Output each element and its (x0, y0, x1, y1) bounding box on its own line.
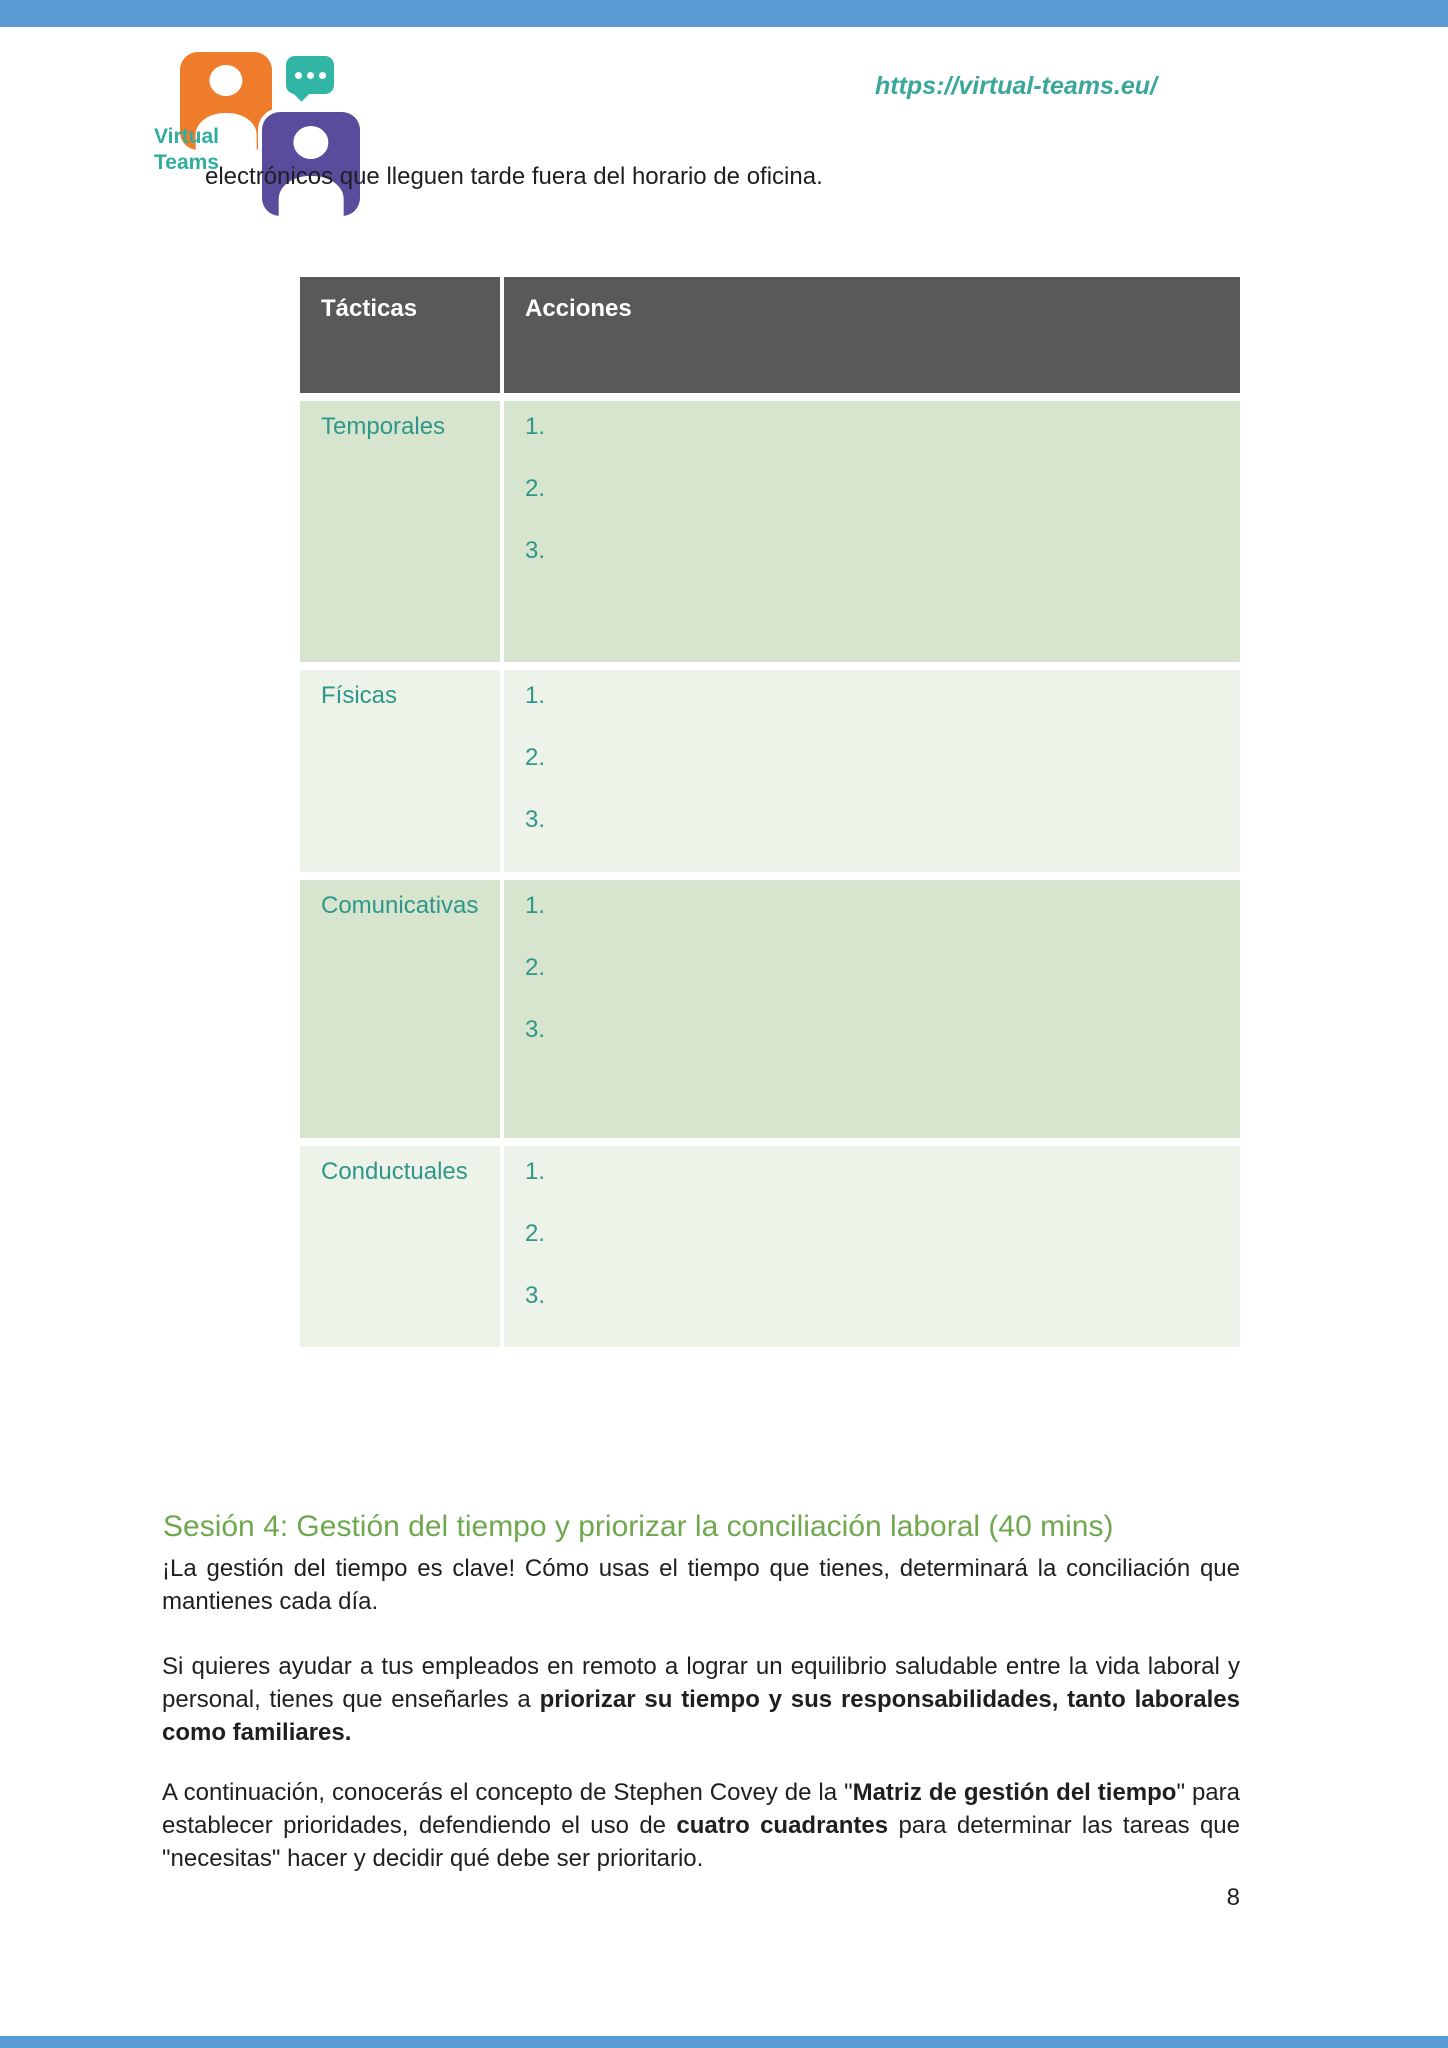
logo-word-virtual: Virtual (154, 125, 219, 148)
bubble-dot-icon (307, 72, 314, 79)
person-head-icon (293, 126, 328, 159)
action-number: 2. (525, 954, 546, 981)
action-number: 3. (525, 537, 546, 564)
page-number: 8 (1226, 1884, 1240, 1911)
text-run: ¡La gestión del tiempo es clave! Cómo usas el tiempo que tienes, determinará la conciliación que mantienes cada día. (162, 1555, 1240, 1615)
actions-cell (504, 401, 1240, 662)
tactic-label-cell: Físicas (300, 670, 500, 872)
table-row (300, 880, 1240, 1138)
action-number: 2. (525, 475, 546, 502)
bubble-dot-icon (319, 72, 326, 79)
virtual-teams-logo (150, 46, 410, 226)
table-row (300, 401, 1240, 662)
top-accent-bar (0, 0, 1448, 27)
tactic-label-cell: Temporales (300, 401, 500, 662)
action-number: 1. (525, 892, 546, 919)
text-run: " para establecer prioridades, defendiendo el uso de (162, 1779, 1240, 1839)
table-header-acciones: Acciones (504, 277, 1240, 393)
speech-bubble-icon (286, 56, 334, 94)
bold-text-run: Matriz de gestión del tiempo (852, 1779, 1177, 1806)
tactic-label-cell: Conductuales (300, 1146, 500, 1347)
paragraph (162, 1650, 1240, 1749)
action-number: 3. (525, 1282, 546, 1309)
site-url-link[interactable]: https://virtual-teams.eu/ (875, 72, 1157, 100)
logo-word-teams: Teams (154, 151, 219, 174)
text-run: para determinar las tareas que "necesitas" hacer y decidir qué debe ser prioritario. (162, 1812, 1240, 1872)
table-row (300, 670, 1240, 872)
table-row (300, 1146, 1240, 1347)
intro-text-line: electrónicos que lleguen tarde fuera del horario de oficina. (205, 163, 823, 190)
section-heading: Sesión 4: Gestión del tiempo y priorizar la conciliación laboral (40 mins) (163, 1510, 1114, 1543)
action-number: 1. (525, 1158, 546, 1185)
person-head-icon (209, 65, 242, 96)
tactics-table (300, 277, 1240, 1347)
bold-text-run: priorizar su tiempo y sus responsabilidades, tanto laborales como familiares. (162, 1686, 1240, 1746)
action-number: 1. (525, 413, 546, 440)
paragraph (162, 1552, 1240, 1618)
bottom-accent-bar (0, 2036, 1448, 2048)
actions-cell (504, 1146, 1240, 1347)
action-number: 2. (525, 744, 546, 771)
table-body (300, 401, 1240, 1347)
tactic-label-cell: Comunicativas (300, 880, 500, 1138)
action-number: 1. (525, 682, 546, 709)
text-run: A continuación, conocerás el concepto de Stephen Covey de la " (162, 1779, 853, 1806)
action-number: 2. (525, 1220, 546, 1247)
action-number: 3. (525, 806, 546, 833)
bold-text-run: cuatro cuadrantes (676, 1812, 889, 1839)
action-number: 3. (525, 1016, 546, 1043)
actions-cell (504, 880, 1240, 1138)
table-header-tacticas: Tácticas (300, 277, 500, 393)
actions-cell (504, 670, 1240, 872)
text-run: Si quieres ayudar a tus empleados en remoto a lograr un equilibrio saludable entre la vida laboral y personal, tienes que enseñarles a (162, 1653, 1240, 1713)
bubble-dot-icon (295, 72, 302, 79)
paragraph (162, 1776, 1240, 1875)
table-header-row (300, 277, 1240, 393)
